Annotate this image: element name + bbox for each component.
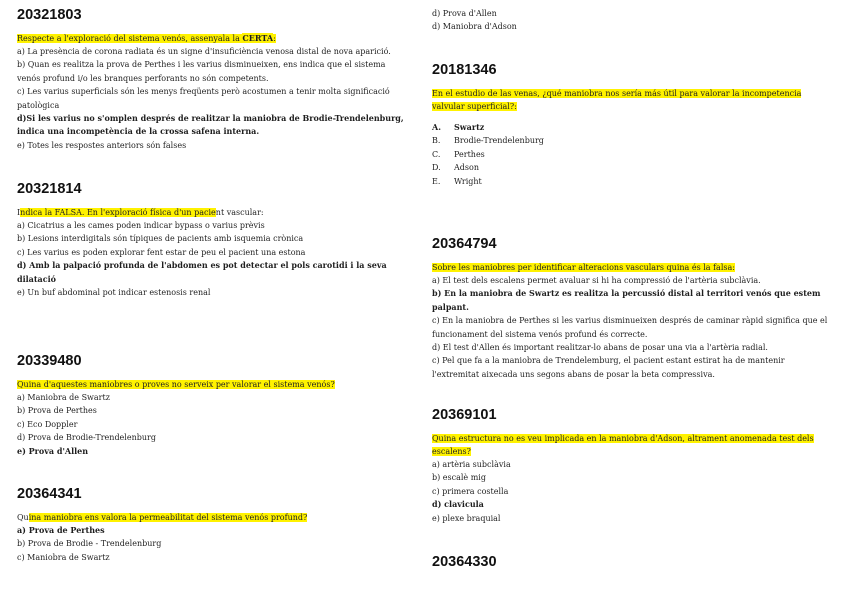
option-e: e) Un buf abdominal pot indicar estenosis renal (17, 288, 211, 298)
question-20364330 (432, 553, 832, 579)
question-id: 20181346 (432, 62, 497, 78)
question-stem (17, 378, 409, 391)
option-b: b) escalè mig (432, 473, 486, 483)
highlighted-stem: ina maniobra ens valora la permeabilitat del sistema venós profund? (28, 513, 308, 522)
option-c: c) En la maniobra de Perthes si les varius disminueixen després de caminar ràpid significa que el funcionament del sistema venós profund és correcte. (432, 316, 828, 339)
option-c-2: c) Pel que fa a la maniobra de Trendelemburg, el pacient estant estirat ha de mantenir l'extremitat aixecada uns segons abans de posar la beta compressiva. (432, 356, 785, 379)
question-id: 20321814 (17, 181, 82, 197)
option-d: d) Prova d'Allen (432, 9, 497, 18)
option-b: b) Prova de Brodie - Trendelenburg (17, 539, 162, 549)
question-20181346 (432, 61, 832, 188)
option-c (432, 148, 832, 161)
question-stem (17, 206, 409, 219)
question-stem (17, 32, 409, 45)
question-20321803 (17, 6, 409, 152)
option-d-correct: d)Si les varius no s'omplen després de realitzar la maniobra de Brodie-Trendelenburg, indica una incompetència de la crossa safena interna. (17, 113, 404, 137)
option-text: Adson (454, 163, 479, 173)
question-id: 20364794 (432, 236, 497, 252)
option-b: b) Quan es realitza la prova de Perthes i les varius disminueixen, ens indica que el sistema venós profund i/o les branques perforants no són competents. (17, 60, 386, 83)
option-text: Brodie-Trendelenburg (454, 136, 544, 146)
highlighted-stem: Respecte a l'exploració del sistema venós, assenyala la (17, 34, 243, 43)
question-stem (432, 432, 832, 458)
option-c: c) Les varius es poden explorar fent estar de peu el pacient una estona (17, 247, 306, 257)
option-a: a) artèria subclàvia (432, 460, 511, 469)
question-20369101 (432, 406, 832, 525)
highlighted-stem: En el estudio de las venas, ¿qué maniobra nos sería más útil para valorar la incompetencia valvular superficial?: (432, 89, 802, 111)
option-a-correct: a) Prova de Perthes (17, 525, 105, 535)
option-a: a) El test dels escalens permet avaluar si hi ha compressió de l'artèria subclàvia. (432, 276, 761, 285)
option-b (432, 134, 832, 147)
stem-tail: nt vascular: (215, 208, 264, 217)
option-e: e) Totes les respostes anteriors són falses (17, 140, 187, 150)
option-text: Wright (454, 176, 482, 186)
highlighted-stem: ndica la FALSA. En l'exploració física d'un pacie (20, 208, 216, 217)
option-e (432, 175, 832, 188)
question-stem (432, 87, 832, 113)
highlighted-stem-tail: : (273, 34, 276, 43)
question-20339480 (17, 352, 409, 458)
highlighted-stem: Quina d'aquestes maniobres o proves no serveix per valorar el sistema venós? (17, 380, 335, 389)
option-letter: C. (432, 149, 441, 159)
option-a: a) La presència de corona radiata és un signe d'insuficiència venosa distal de nova aparició. (17, 47, 391, 56)
highlighted-stem-keyword: CERTA (242, 33, 274, 43)
question-20364794 (432, 235, 832, 381)
option-c: c) Les varius superficials són les menys freqüents però acostumen a tenir molta significació patològica (17, 87, 390, 110)
question-stem (17, 511, 409, 524)
question-stem (432, 261, 832, 274)
continued-options (432, 7, 832, 34)
option-text: Swartz (454, 122, 485, 132)
stem-start: Qu (17, 513, 29, 522)
question-id: 20364330 (432, 554, 497, 570)
option-letter: E. (432, 176, 441, 186)
option-d-correct: d) Amb la palpació profunda de l'abdomen es pot detectar el pols carotidi i la seva dilatació (17, 260, 387, 284)
highlighted-stem: Sobre les maniobres per identificar alteracions vasculars quina és la falsa: (432, 263, 735, 272)
stem-start: I (17, 208, 21, 217)
option-d: d) Prova de Brodie-Trendelenburg (17, 433, 156, 443)
option-d-2: d) Maniobra d'Adson (432, 22, 517, 32)
option-d (432, 161, 832, 174)
option-letter: D. (432, 163, 441, 173)
highlighted-stem: Quina estructura no es veu implicada en la maniobra d'Adson, altrament anomenada test dels escalens? (432, 434, 814, 456)
option-d: d) El test d'Allen és important realitzar-lo abans de posar una via a l'artèria radial. (432, 343, 768, 353)
option-a: a) Maniobra de Swartz (17, 393, 110, 402)
option-a-correct (432, 121, 832, 134)
option-b: b) Lesions interdigitals són típiques de pacients amb isquemia crònica (17, 234, 304, 244)
question-20321814 (17, 180, 409, 299)
option-b-correct: b) En la maniobra de Swartz es realitza la percussió distal al territori venós que estem palpant. (432, 288, 821, 312)
option-d-correct: d) clavicula (432, 499, 484, 510)
option-letter: B. (432, 136, 441, 146)
option-text: Perthes (454, 149, 485, 159)
option-e-correct: e) Prova d'Allen (17, 445, 89, 456)
question-id: 20321803 (17, 7, 82, 23)
option-c: c) Eco Doppler (17, 419, 78, 429)
question-20364341 (17, 485, 409, 564)
option-e: e) plexe braquial (432, 513, 501, 523)
question-id: 20364341 (17, 486, 82, 502)
option-a: a) Cicatrius a les cames poden indicar bypass o varius prèvis (17, 221, 265, 230)
option-c: c) primera costella (432, 486, 509, 496)
question-id: 20369101 (432, 407, 497, 423)
option-c: c) Maniobra de Swartz (17, 552, 110, 562)
option-letter: A. (432, 122, 441, 132)
question-id: 20339480 (17, 353, 82, 369)
option-b: b) Prova de Perthes (17, 406, 97, 416)
